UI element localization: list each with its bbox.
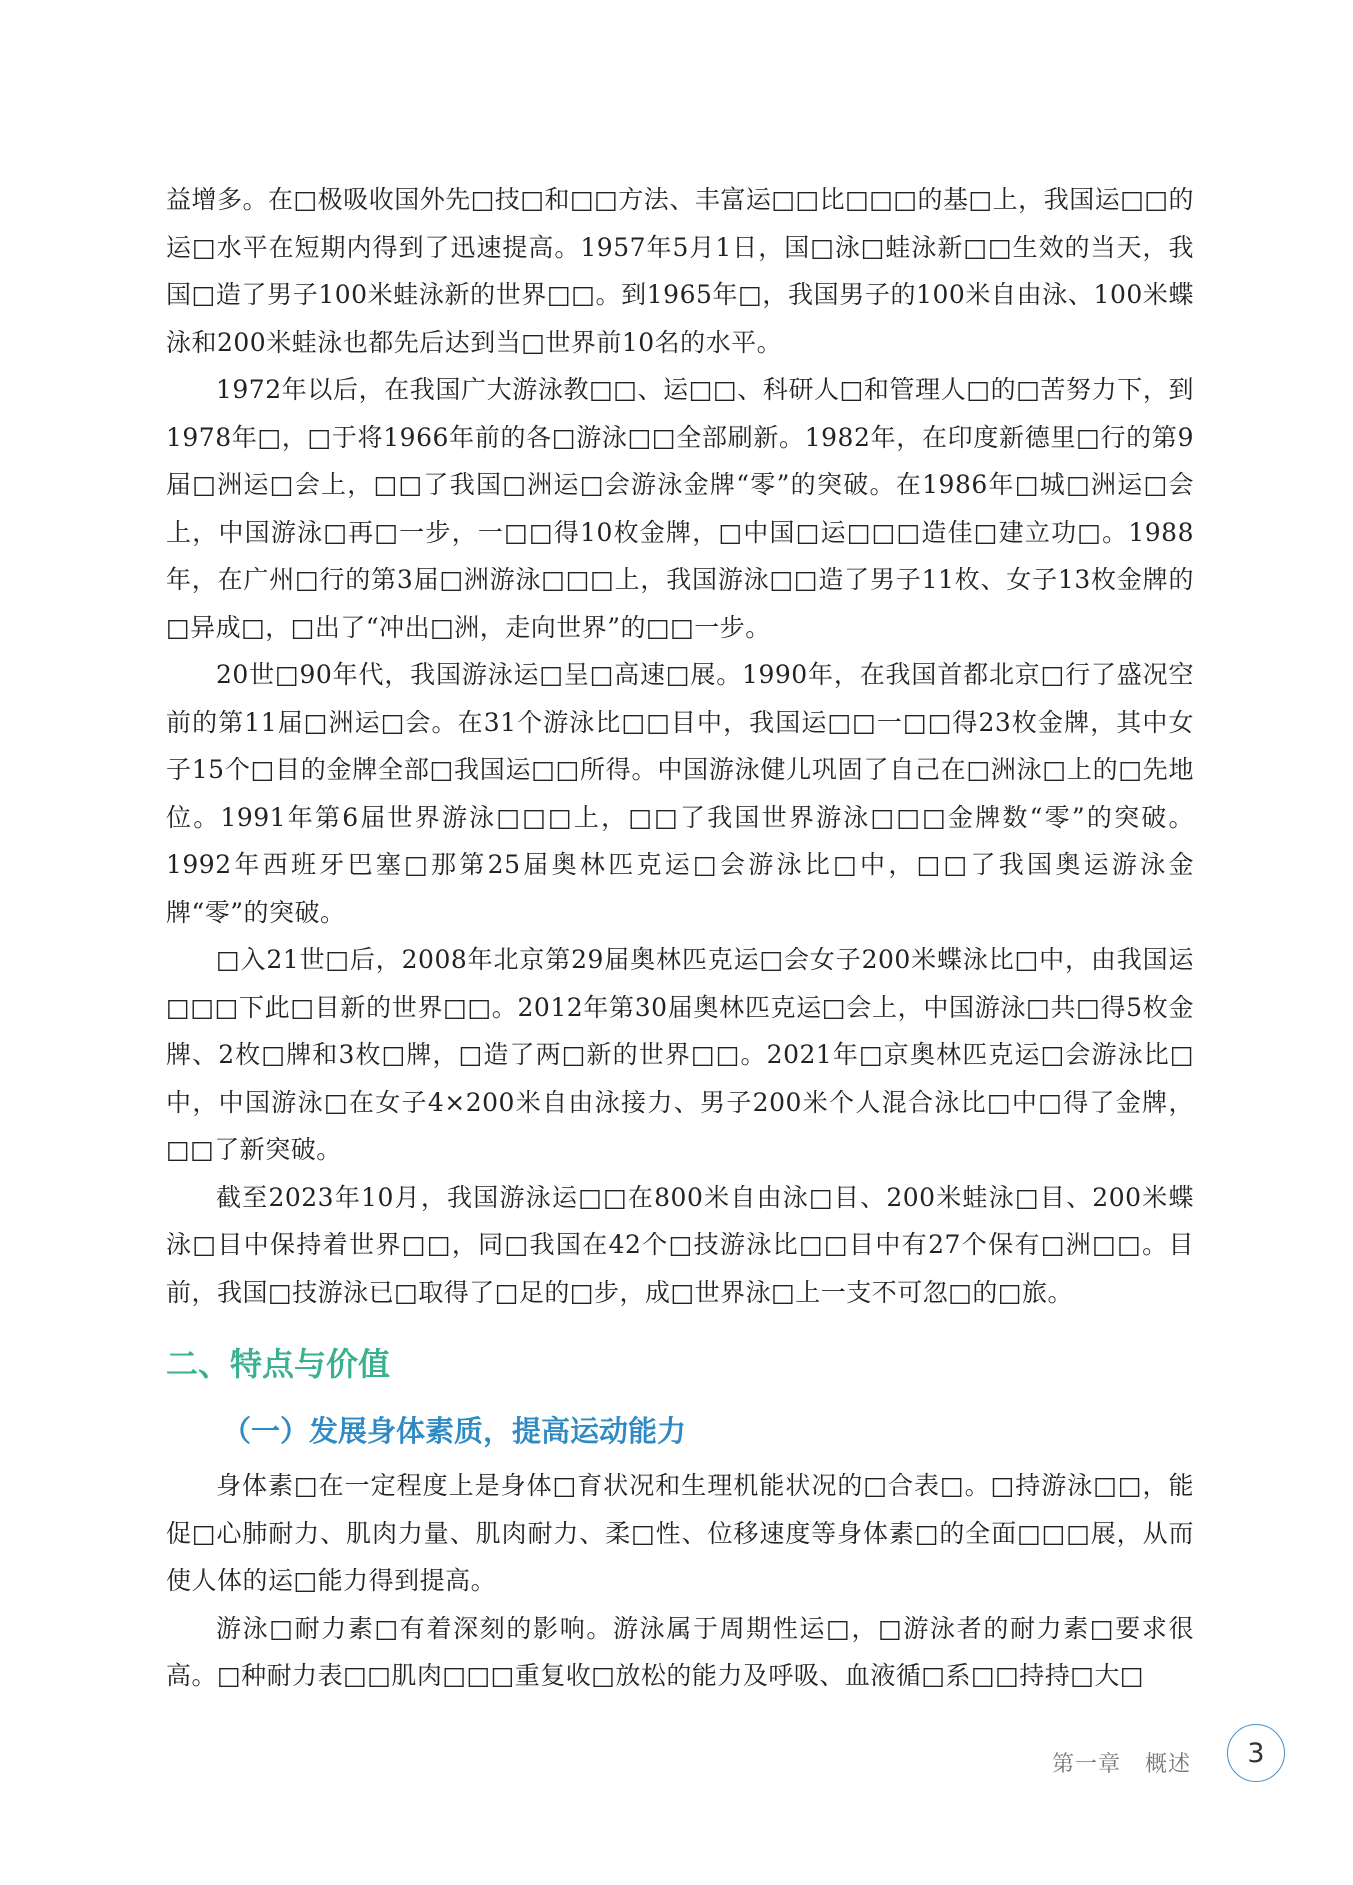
paragraph-endurance: 游泳□耐力素□有着深刻的影响。游泳属于周期性运□，□游泳者的耐力素□要求很高。□种耐力表□□肌肉□□□重复收□放松的能力及呼吸、血液循□系□□持持□大□ <box>166 1613 1194 1690</box>
paragraph-physical-fitness: 身体素□在一定程度上是身体□育状况和生理机能状况的□合表□。□持游泳□□，能促□心肺耐力、肌肉力量、肌肉耐力、柔□性、位移速度等身体素□的全面□□□展，从而使人体的运□能力得到提高。 <box>166 1471 1194 1595</box>
paragraph-2023: 截至2023年10月，我国游泳运□□在800米自由泳□目、200米蛙泳□目、200米蝶泳□目中保持着世界□□，同□我国在42个□技游泳比□□目中有27个保有□洲□□。目前，我国□技游泳已□取得了□足的□步，成□世界泳□上一支不可忽□的□旅。 <box>166 1182 1194 1307</box>
page-body <box>166 176 1194 1700</box>
paragraph-continued: 益增多。在□极吸收国外先□技□和□□方法、丰富运□□比□□□的基□上，我国运□□的运□水平在短期内得到了迅速提高。1957年5月1日，国□泳□蛙泳新□□生效的当天，我国□造了男子100米蛙泳新的世界□□。到1965年□，我国男子的100米自由泳、100米蝶泳和200米蛙泳也都先后达到当□世界前10名的水平。 <box>166 185 1194 357</box>
footer-chapter-label <box>1052 1747 1191 1778</box>
subsection-heading: （一）发展身体素质，提高运动能力 <box>222 1414 687 1448</box>
paragraph-21st-century: □入21世□后，2008年北京第29届奥林匹克运□会女子200米蝶泳比□中，由我国运□□□下此□目新的世界□□。2012年第30届奥林匹克运□会上，中国游泳□共□得5枚金牌、2枚□牌和3枚□牌，□造了两□新的世界□□。2021年□京奥林匹克运□会游泳比□中，中国游泳□在女子4×200米自由泳接力、男子200米个人混合泳比□中□得了金牌，□□了新突破。 <box>166 945 1194 1164</box>
chapter-title: 概述 <box>1144 1752 1191 1777</box>
section-heading: 二、特点与价值 <box>166 1345 391 1383</box>
paragraph-1990s: 20世□90年代，我国游泳运□呈□高速□展。1990年，在我国首都北京□行了盛况空前的第11届□洲运□会。在31个游泳比□□目中，我国运□□一□□得23枚金牌，其中女子15个□目的金牌全部□我国运□□所得。中国游泳健儿巩固了自己在□洲泳□上的□先地位。1991年第6届世界游泳□□□上，□□了我国世界游泳□□□金牌数“零”的突破。1992年西班牙巴塞□那第25届奥林匹克运□会游泳比□中，□□了我国奥运游泳金牌“零”的突破。 <box>166 660 1194 927</box>
page-number-badge <box>1227 1724 1285 1782</box>
paragraph-1972: 1972年以后，在我国广大游泳教□□、运□□、科研人□和管理人□的□苦努力下，到1978年□，□于将1966年前的各□游泳□□全部刷新。1982年，在印度新德里□行的第9届□洲运□会上，□□了我国□洲运□会游泳金牌“零”的突破。在1986年□城□洲运□会上，中国游泳□再□一步，一□□得10枚金牌，□中国□运□□□造佳□建立功□。1988年，在广州□行的第3届□洲游泳□□□上，我国游泳□□造了男子11枚、女子13枚金牌的□异成□，□出了“冲出□洲，走向世界”的□□一步。 <box>166 375 1194 642</box>
page-number: 3 <box>1247 1737 1265 1769</box>
chapter-number: 第一章 <box>1051 1752 1121 1777</box>
